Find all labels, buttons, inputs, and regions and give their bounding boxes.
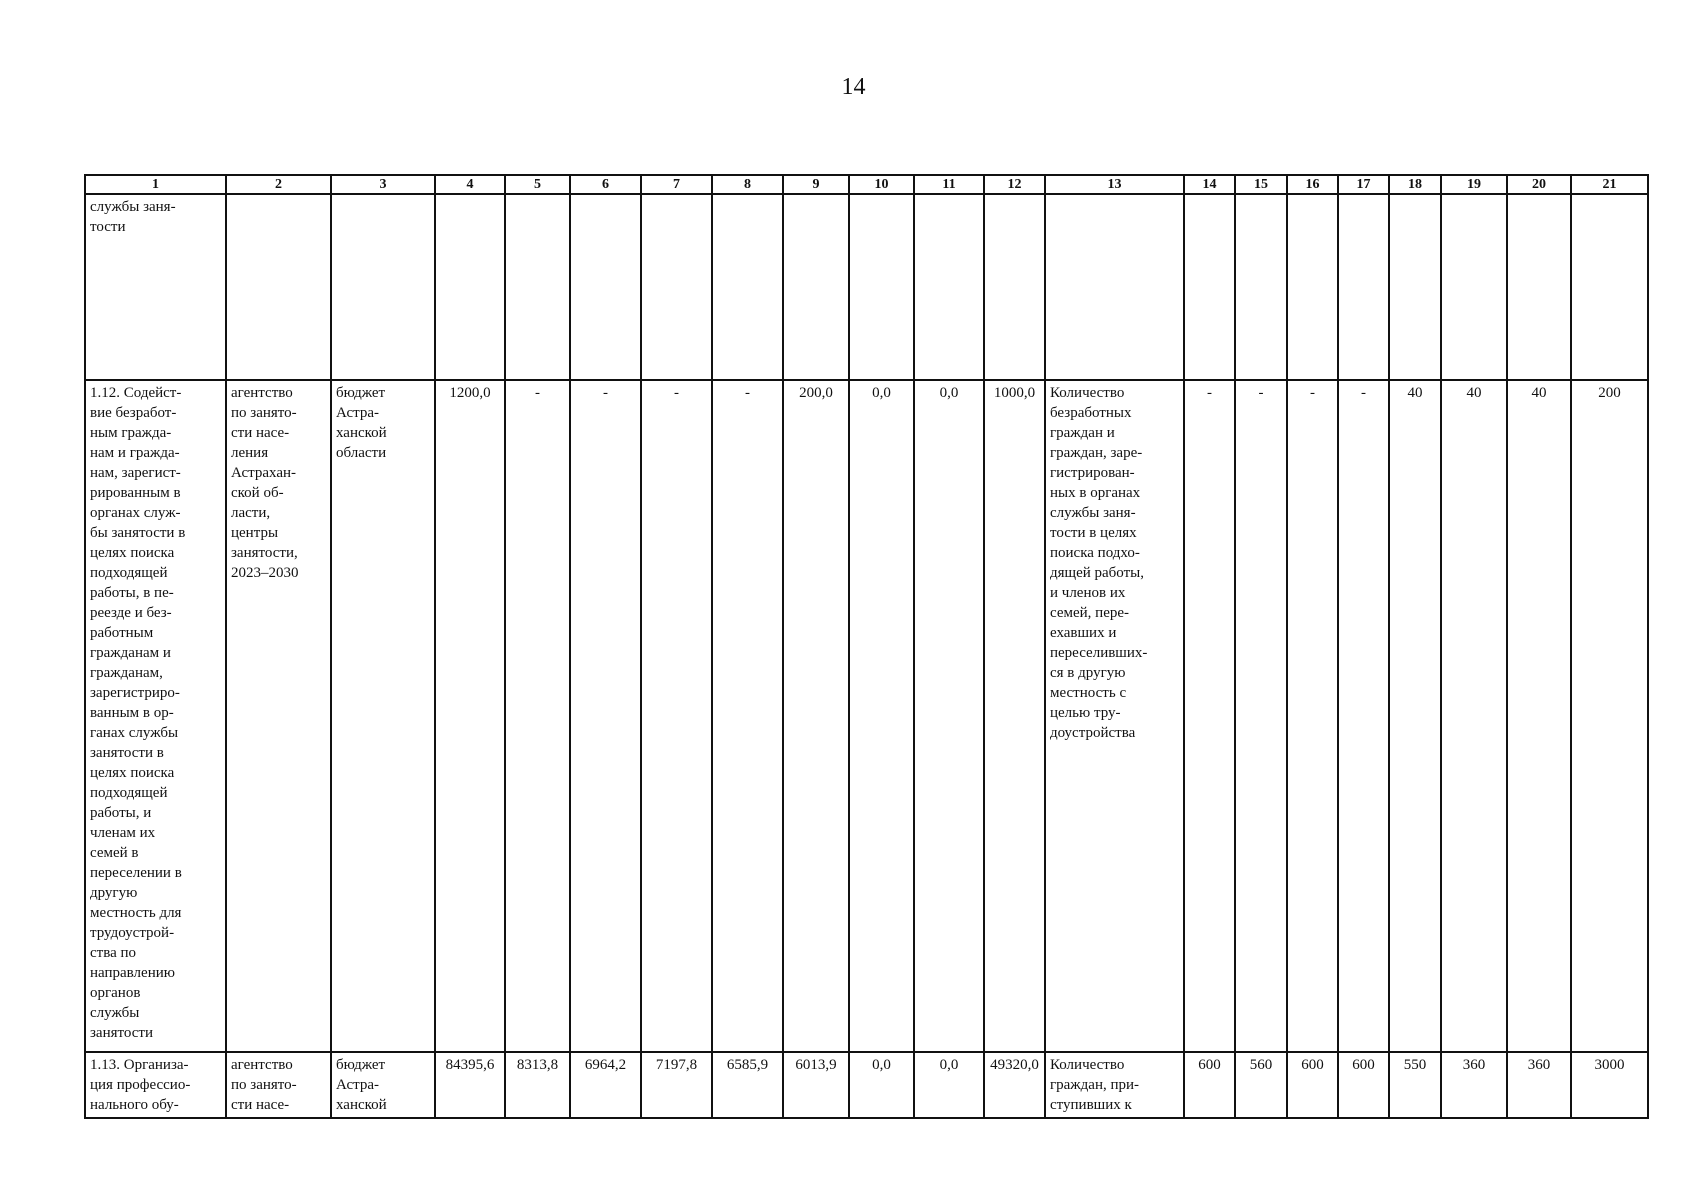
empty-cell: [1045, 194, 1184, 380]
page-number: 14: [841, 74, 866, 100]
amount-cell: -: [712, 380, 783, 1052]
empty-cell: [984, 194, 1045, 380]
indicator-cell: [1045, 380, 1184, 1052]
amount-cell: 0,0: [849, 1052, 914, 1118]
column-number: 20: [1507, 175, 1571, 194]
column-number: 21: [1571, 175, 1648, 194]
measure-name-cell: [85, 194, 226, 380]
column-number: 8: [712, 175, 783, 194]
indicator-value-cell: 40: [1441, 380, 1507, 1052]
total-amount-cell: 84395,6: [435, 1052, 505, 1118]
column-number: 11: [914, 175, 984, 194]
amount-cell: 8313,8: [505, 1052, 570, 1118]
total-amount-cell: 1200,0: [435, 380, 505, 1052]
indicator-cell: [1045, 1052, 1184, 1118]
empty-cell: [226, 194, 331, 380]
empty-cell: [1441, 194, 1507, 380]
column-number: 19: [1441, 175, 1507, 194]
measure-name-cell: [85, 1052, 226, 1118]
amount-cell: 200,0: [783, 380, 849, 1052]
table-row: [85, 1052, 1648, 1118]
indicator-value-cell: 200: [1571, 380, 1648, 1052]
empty-cell: [331, 194, 435, 380]
amount-cell: 6013,9: [783, 1052, 849, 1118]
amount-cell: 0,0: [849, 380, 914, 1052]
indicator-value-cell: 360: [1507, 1052, 1571, 1118]
column-number: 6: [570, 175, 641, 194]
indicator-value-cell: 3000: [1571, 1052, 1648, 1118]
amount-cell: 1000,0: [984, 380, 1045, 1052]
empty-cell: [1571, 194, 1648, 380]
indicator-value-cell: 560: [1235, 1052, 1287, 1118]
column-number: 5: [505, 175, 570, 194]
empty-cell: [1184, 194, 1235, 380]
indicator-value-cell: -: [1235, 380, 1287, 1052]
program-measures-table: [84, 174, 1649, 1119]
amount-cell: 49320,0: [984, 1052, 1045, 1118]
amount-cell: 0,0: [914, 1052, 984, 1118]
measure-name: службы заня- тости: [90, 199, 176, 235]
empty-cell: [783, 194, 849, 380]
indicator-text: Количество безработных граждан и граждан, заре- гистрирован- ных в органах службы заня- тости в целях поиска подхо- дящей работы, и членов их семей, пере- ехавших и переселивших- ся в другую местность с целью тру- доустройства: [1050, 385, 1148, 741]
funding-source-cell: [331, 380, 435, 1052]
amount-cell: 6964,2: [570, 1052, 641, 1118]
indicator-value-cell: 40: [1389, 380, 1441, 1052]
column-number: 12: [984, 175, 1045, 194]
indicator-text: Количество граждан, при- ступивших к: [1050, 1057, 1140, 1113]
amount-cell: 7197,8: [641, 1052, 712, 1118]
executor-text: агентство по занято- сти насе-: [231, 1057, 297, 1113]
indicator-value-cell: 550: [1389, 1052, 1441, 1118]
amount-cell: 6585,9: [712, 1052, 783, 1118]
table-row: [85, 194, 1648, 380]
amount-cell: -: [641, 380, 712, 1052]
indicator-value-cell: -: [1287, 380, 1338, 1052]
indicator-value-cell: -: [1338, 380, 1389, 1052]
column-number: 16: [1287, 175, 1338, 194]
column-number: 18: [1389, 175, 1441, 194]
column-number: 3: [331, 175, 435, 194]
column-number: 7: [641, 175, 712, 194]
amount-cell: 0,0: [914, 380, 984, 1052]
column-number: 1: [85, 175, 226, 194]
empty-cell: [1389, 194, 1441, 380]
indicator-value-cell: 600: [1184, 1052, 1235, 1118]
empty-cell: [435, 194, 505, 380]
column-number-row: [85, 175, 1648, 194]
executor-cell: [226, 380, 331, 1052]
column-number: 2: [226, 175, 331, 194]
amount-cell: -: [505, 380, 570, 1052]
funding-source-cell: [331, 1052, 435, 1118]
executor-text: агентство по занято- сти насе- ления Астрахан- ской об- ласти, центры занятости, 2023–2030: [231, 385, 299, 581]
empty-cell: [1235, 194, 1287, 380]
indicator-value-cell: 360: [1441, 1052, 1507, 1118]
empty-cell: [1338, 194, 1389, 380]
column-number: 17: [1338, 175, 1389, 194]
funding-source-text: бюджет Астра- ханской: [336, 1057, 387, 1113]
column-number: 14: [1184, 175, 1235, 194]
empty-cell: [914, 194, 984, 380]
empty-cell: [849, 194, 914, 380]
indicator-value-cell: -: [1184, 380, 1235, 1052]
measure-name: 1.12. Содейст- вие безработ- ным гражда- нам и гражда- нам, зарегист- рированным в органах служ- бы занятости в целях поиска подходящей работы, в пе- реезде и без- работным гражданам и гражданам, зарегистриро- ванным в ор- ганах службы занятости в целях поиска подходящей работы, и членам их семей в переселении в другую местность для трудоустрой- ства по направлению органов службы занятости: [90, 385, 186, 1041]
column-number: 9: [783, 175, 849, 194]
measure-name: 1.13. Организа- ция профессио- нального обу-: [90, 1057, 191, 1113]
funding-source-text: бюджет Астра- ханской области: [336, 385, 387, 461]
indicator-value-cell: 40: [1507, 380, 1571, 1052]
table-row: [85, 380, 1648, 1052]
empty-cell: [570, 194, 641, 380]
indicator-value-cell: 600: [1287, 1052, 1338, 1118]
column-number: 13: [1045, 175, 1184, 194]
empty-cell: [1507, 194, 1571, 380]
empty-cell: [505, 194, 570, 380]
amount-cell: -: [570, 380, 641, 1052]
empty-cell: [641, 194, 712, 380]
column-number: 10: [849, 175, 914, 194]
empty-cell: [1287, 194, 1338, 380]
executor-cell: [226, 1052, 331, 1118]
column-number: 4: [435, 175, 505, 194]
empty-cell: [712, 194, 783, 380]
column-number: 15: [1235, 175, 1287, 194]
measure-name-cell: [85, 380, 226, 1052]
indicator-value-cell: 600: [1338, 1052, 1389, 1118]
